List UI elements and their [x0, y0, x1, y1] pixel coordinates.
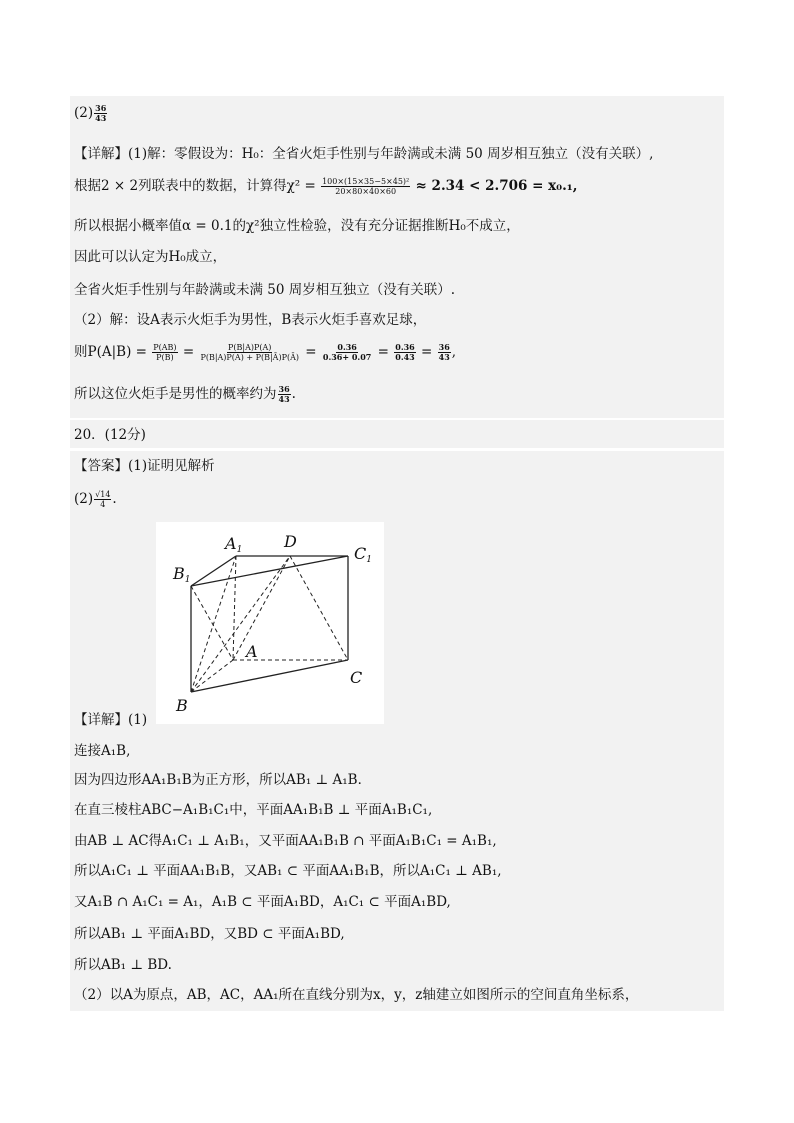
label-a: A	[246, 642, 258, 661]
heading-block-q20	[70, 420, 724, 448]
edge-a1-a	[233, 556, 236, 660]
label-b: B	[176, 696, 188, 715]
q19-probability-line: 所以这位火炬手是男性的概率约为 $\frac{36}{43}$ .	[74, 384, 296, 404]
q19-detail-head: 【详解】(1)解：零假设为：H₀：全省火炬手性别与年龄满或未满 50 周岁相互独立（没有关联）,	[74, 146, 654, 162]
label-b1: $B_1$	[173, 564, 191, 585]
label-d: D	[284, 532, 297, 551]
q20-proof-line-8: 所以AB₁ ⊥ BD.	[74, 957, 172, 973]
q20-proof-line-1: 连接A₁B,	[74, 743, 131, 759]
q20-proof-line-2: 因为四边形AA₁B₁B为正方形，所以AB₁ ⊥ A₁B．	[74, 772, 372, 788]
q19-part2-answer: (2) $\frac{36}{43}$	[74, 103, 107, 123]
prism-figure	[156, 522, 384, 724]
q19-conclusion-line: 全省火炬手性别与年龄满或未满 50 周岁相互独立（没有关联）.	[74, 282, 456, 298]
label-c: C	[350, 668, 363, 687]
prism-diagram	[156, 522, 384, 724]
q20-answer-2: (2) $\frac{√14}{4}$ .	[74, 490, 117, 509]
q20-detail-label: 【详解】(1)	[74, 712, 148, 728]
q19-chi-square-line: 根据2 × 2列联表中的数据，计算得χ² = $\frac{\text{100×(15×35−5×45)²}}{20\times 80\times 40\times 60}$ ≈ 2.34 < 2.706 = x₀.₁,	[74, 177, 578, 196]
q20-proof-line-4: 由AB ⊥ AC得A₁C₁ ⊥ A₁B₁，又平面AA₁B₁B ∩ 平面A₁B₁C₁ = A₁B₁,	[74, 833, 497, 849]
q20-part2-line: （2）以A为原点，AB，AC，AA₁所在直线分别为x，y，z轴建立如图所示的空间直角坐标系，	[74, 987, 639, 1003]
q20-proof-line-6: 又A₁B ∩ A₁C₁ = A₁，A₁B ⊂ 平面A₁BD，A₁C₁ ⊂ 平面A₁BD,	[74, 894, 451, 910]
q19-h0-line: 因此可以认定为H₀成立，	[74, 249, 227, 265]
label-a1: $A_1$	[225, 534, 243, 555]
label-c1: $C_1$	[354, 544, 372, 565]
line-d-c	[290, 556, 348, 660]
line-a-d	[233, 556, 290, 660]
q20-proof-line-5: 所以A₁C₁ ⊥ 平面AA₁B₁B，又AB₁ ⊂ 平面AA₁B₁B，所以A₁C₁ ⊥ AB₁,	[74, 863, 502, 879]
q20-heading: 20．(12分)	[74, 427, 146, 443]
edge-b-c	[191, 660, 348, 692]
q19-alpha-line: 所以根据小概率值α = 0.1的χ²独立性检验，没有充分证据推断H₀不成立，	[74, 218, 520, 234]
q20-proof-line-3: 在直三棱柱ABC−A₁B₁C₁中，平面AA₁B₁B ⊥ 平面A₁B₁C₁,	[74, 802, 433, 818]
q19-part2-line: （2）解：设A表示火炬手为男性，B表示火炬手喜欢足球，	[74, 312, 427, 328]
q19-conditional-prob-line: 则P(A|B) = $\frac{P(AB)}{P(B)}$ = $\frac{P(B|A)P(A)}{P(B|A)P(A) + P(B|Ā)P(Ā)}$ = $\frac{0.36}{0.36+ 0.07}$ = $\frac{0.36}{0.43}$ = $\frac{36}{43}$ ,	[74, 342, 457, 362]
q20-answer-1: 【答案】(1)证明见解析	[74, 458, 215, 474]
diag-b-a1	[191, 556, 236, 692]
diag-b1-a	[191, 586, 233, 660]
q20-proof-line-7: 所以AB₁ ⊥ 平面A₁BD，又BD ⊂ 平面A₁BD,	[74, 926, 345, 942]
